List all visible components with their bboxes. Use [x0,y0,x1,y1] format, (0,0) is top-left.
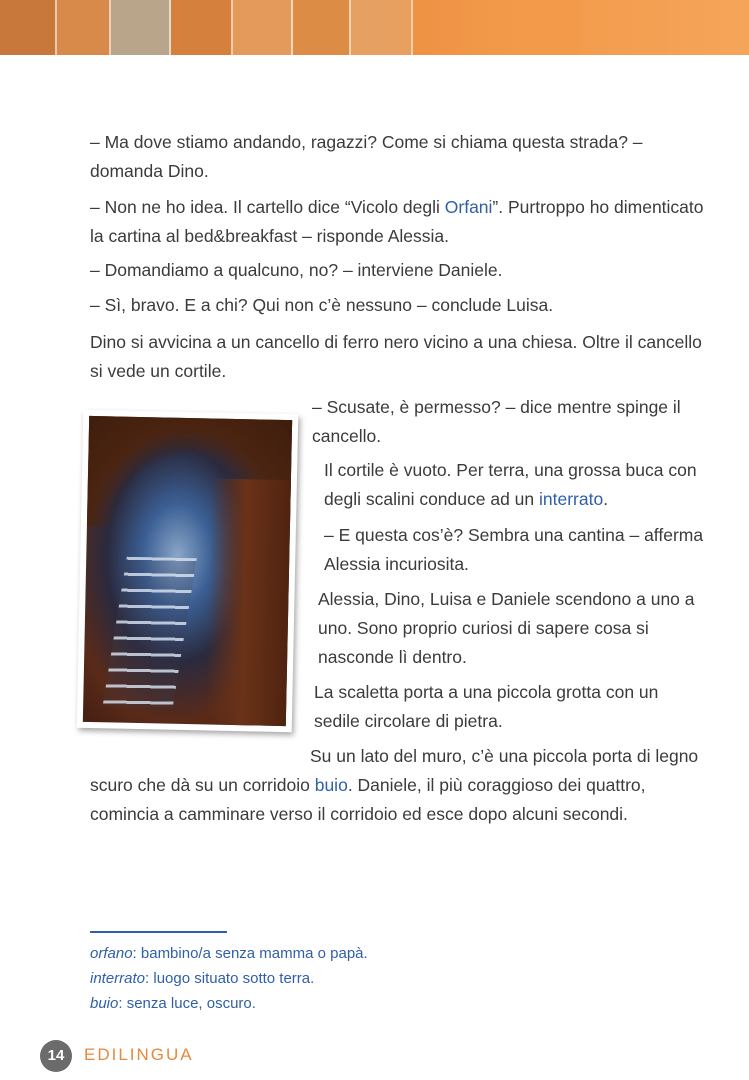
paragraph-text: – Ma dove stiamo andando, ragazzi? Come si chiama questa strada? – domanda Dino. [90,132,643,181]
footnote: interrato: luogo situato sotto terra. [90,970,315,987]
paragraph-text: Alessia, Dino, Luisa e Daniele scendono a uno a uno. Sono proprio curiosi di sapere cosa si nasconde lì dentro. [318,589,695,667]
paragraph [90,193,705,251]
paragraph [90,291,705,320]
paragraph [90,742,705,829]
paragraph-text: Dino si avvicina a un cancello di ferro nero vicino a una chiesa. Oltre il cancello si vede un cortile. [90,332,702,381]
paragraph [90,328,705,386]
footnote: buio: senza luce, oscuro. [90,995,256,1012]
banner-illustrations [0,0,430,55]
publisher-name: EDILINGUA [84,1045,194,1064]
paragraph-text: Il cortile è vuoto. Per terra, una grossa buca con degli scalini conduce ad un [324,460,697,509]
header-banner [0,0,749,55]
paragraph [90,256,705,285]
paragraph-text: . Daniele, il più coraggioso dei quattro, comincia a camminare verso il corridoio ed esce dopo alcuni secondi. [90,775,646,824]
footnote: orfano: bambino/a senza mamma o papà. [90,945,368,962]
paragraph-text: ”. Purtroppo ho dimenticato la cartina al bed&breakfast – risponde Alessia. [90,197,704,246]
paragraph [318,585,705,672]
glossary-term: interrato [539,489,604,509]
paragraph-text: – Domandiamo a qualcuno, no? – interviene Daniele. [90,260,503,280]
footnote-divider [90,931,227,933]
paragraph-text: – Non ne ho idea. Il cartello dice “Vicolo degli [90,197,445,217]
paragraph [314,678,705,736]
glossary-term: Orfani [444,197,493,217]
paragraph-text: – Scusate, è permesso? – dice mentre spinge il cancello. [312,397,681,446]
paragraph-text: – E questa cos’è? Sembra una cantina – afferma Alessia incuriosita. [324,525,704,574]
paragraph-text: La scaletta porta a una piccola grotta con un sedile circolare di pietra. [314,682,659,731]
paragraph [90,128,705,186]
paragraph-text: Su un lato del muro, c’è una piccola porta di legno scuro che dà su un corridoio [90,746,699,795]
paragraph [312,393,705,451]
paragraph [324,456,705,514]
page-number: 14 [40,1040,72,1072]
glossary-footnotes [90,941,368,1016]
cave-stairs-photo [77,410,299,732]
paragraph-text: – Sì, bravo. E a chi? Qui non c’è nessuno – conclude Luisa. [90,295,554,315]
glossary-term: buio [314,775,348,795]
paragraph [324,521,705,579]
paragraph-text: . [603,489,609,509]
